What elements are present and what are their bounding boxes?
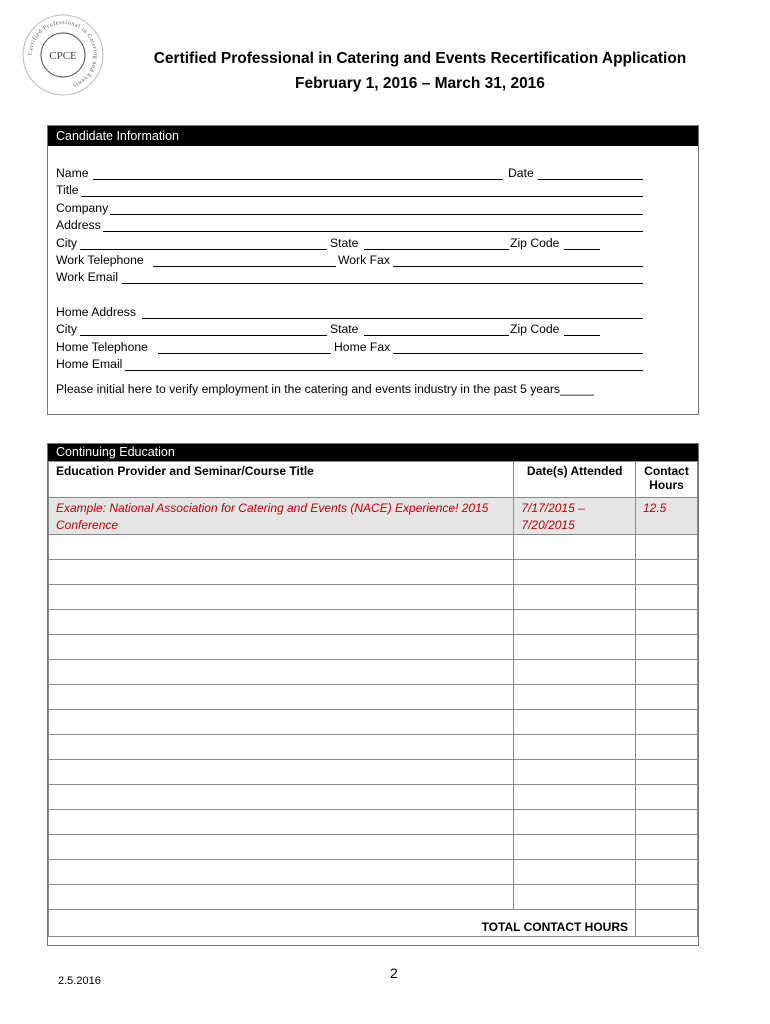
work-email-label: Work Email bbox=[56, 270, 119, 284]
example-row bbox=[49, 498, 698, 535]
home-zip-field[interactable] bbox=[564, 322, 600, 336]
work-email-field[interactable] bbox=[122, 270, 643, 284]
total-contact-hours-label: TOTAL CONTACT HOURS bbox=[49, 910, 636, 937]
table-row[interactable] bbox=[49, 735, 698, 760]
work-telephone-label: Work Telephone bbox=[56, 253, 144, 267]
date-label: Date bbox=[508, 166, 534, 180]
zip-label: Zip Code bbox=[510, 236, 560, 250]
table-row[interactable] bbox=[49, 710, 698, 735]
home-state-label: State bbox=[330, 322, 359, 336]
total-contact-hours-field[interactable] bbox=[636, 910, 698, 937]
table-row[interactable] bbox=[49, 885, 698, 910]
title-label: Title bbox=[56, 183, 79, 197]
table-row[interactable] bbox=[49, 660, 698, 685]
page-number: 2 bbox=[390, 965, 398, 981]
hours-column-header: Contact Hours bbox=[636, 462, 698, 498]
example-hours: 12.5 bbox=[636, 498, 698, 535]
date-field[interactable] bbox=[538, 166, 643, 180]
work-fax-field[interactable] bbox=[393, 253, 643, 267]
education-table bbox=[48, 461, 698, 937]
page-subtitle: February 1, 2016 – March 31, 2016 bbox=[295, 75, 545, 92]
company-field[interactable] bbox=[110, 201, 643, 215]
employment-verification-text[interactable]: Please initial here to verify employment in the catering and events industry in the past 5 years_____ bbox=[56, 382, 594, 396]
work-fax-label: Work Fax bbox=[338, 253, 390, 267]
cpce-logo bbox=[20, 12, 106, 98]
home-address-label: Home Address bbox=[56, 305, 136, 319]
name-label: Name bbox=[56, 166, 89, 180]
city-label: City bbox=[56, 236, 77, 250]
home-telephone-field[interactable] bbox=[158, 340, 331, 354]
home-city-label: City bbox=[56, 322, 77, 336]
table-row[interactable] bbox=[49, 760, 698, 785]
page-title: Certified Professional in Catering and Events Recertification Application bbox=[153, 50, 687, 67]
state-field[interactable] bbox=[364, 236, 509, 250]
table-row[interactable] bbox=[49, 635, 698, 660]
table-row[interactable] bbox=[49, 860, 698, 885]
table-row[interactable] bbox=[49, 610, 698, 635]
example-dates: 7/17/2015 – 7/20/2015 bbox=[514, 498, 636, 535]
home-fax-label: Home Fax bbox=[334, 340, 391, 354]
home-city-field[interactable] bbox=[80, 322, 327, 336]
title-field[interactable] bbox=[81, 183, 643, 197]
logo-ring-text: Certified Professional in Catering and Events bbox=[27, 19, 99, 89]
education-header-row bbox=[49, 462, 698, 498]
zip-field[interactable] bbox=[564, 236, 600, 250]
address-label: Address bbox=[56, 218, 101, 232]
name-field[interactable] bbox=[93, 166, 503, 180]
table-row[interactable] bbox=[49, 560, 698, 585]
home-state-field[interactable] bbox=[364, 322, 509, 336]
table-row[interactable] bbox=[49, 685, 698, 710]
address-field[interactable] bbox=[103, 218, 643, 232]
table-row[interactable] bbox=[49, 535, 698, 560]
continuing-education-section bbox=[47, 443, 699, 946]
provider-column-header: Education Provider and Seminar/Course Title bbox=[49, 462, 514, 498]
table-row[interactable] bbox=[49, 785, 698, 810]
table-row[interactable] bbox=[49, 810, 698, 835]
city-field[interactable] bbox=[80, 236, 327, 250]
table-row[interactable] bbox=[49, 585, 698, 610]
home-address-field[interactable] bbox=[142, 305, 643, 319]
work-telephone-field[interactable] bbox=[153, 253, 336, 267]
home-email-label: Home Email bbox=[56, 357, 123, 371]
home-email-field[interactable] bbox=[125, 357, 643, 371]
candidate-section-header: Candidate Information bbox=[48, 126, 698, 146]
footer-date: 2.5.2016 bbox=[58, 975, 101, 987]
home-zip-label: Zip Code bbox=[510, 322, 560, 336]
dates-column-header: Date(s) Attended bbox=[514, 462, 636, 498]
candidate-information-section bbox=[47, 125, 699, 415]
home-fax-field[interactable] bbox=[393, 340, 643, 354]
table-row[interactable] bbox=[49, 835, 698, 860]
logo-center-text: CPCE bbox=[49, 50, 77, 62]
state-label: State bbox=[330, 236, 359, 250]
total-row bbox=[49, 910, 698, 937]
home-telephone-label: Home Telephone bbox=[56, 340, 148, 354]
company-label: Company bbox=[56, 201, 109, 215]
example-provider: Example: National Association for Catering and Events (NACE) Experience! 2015 Conference bbox=[49, 498, 514, 535]
education-section-header: Continuing Education bbox=[48, 444, 698, 461]
